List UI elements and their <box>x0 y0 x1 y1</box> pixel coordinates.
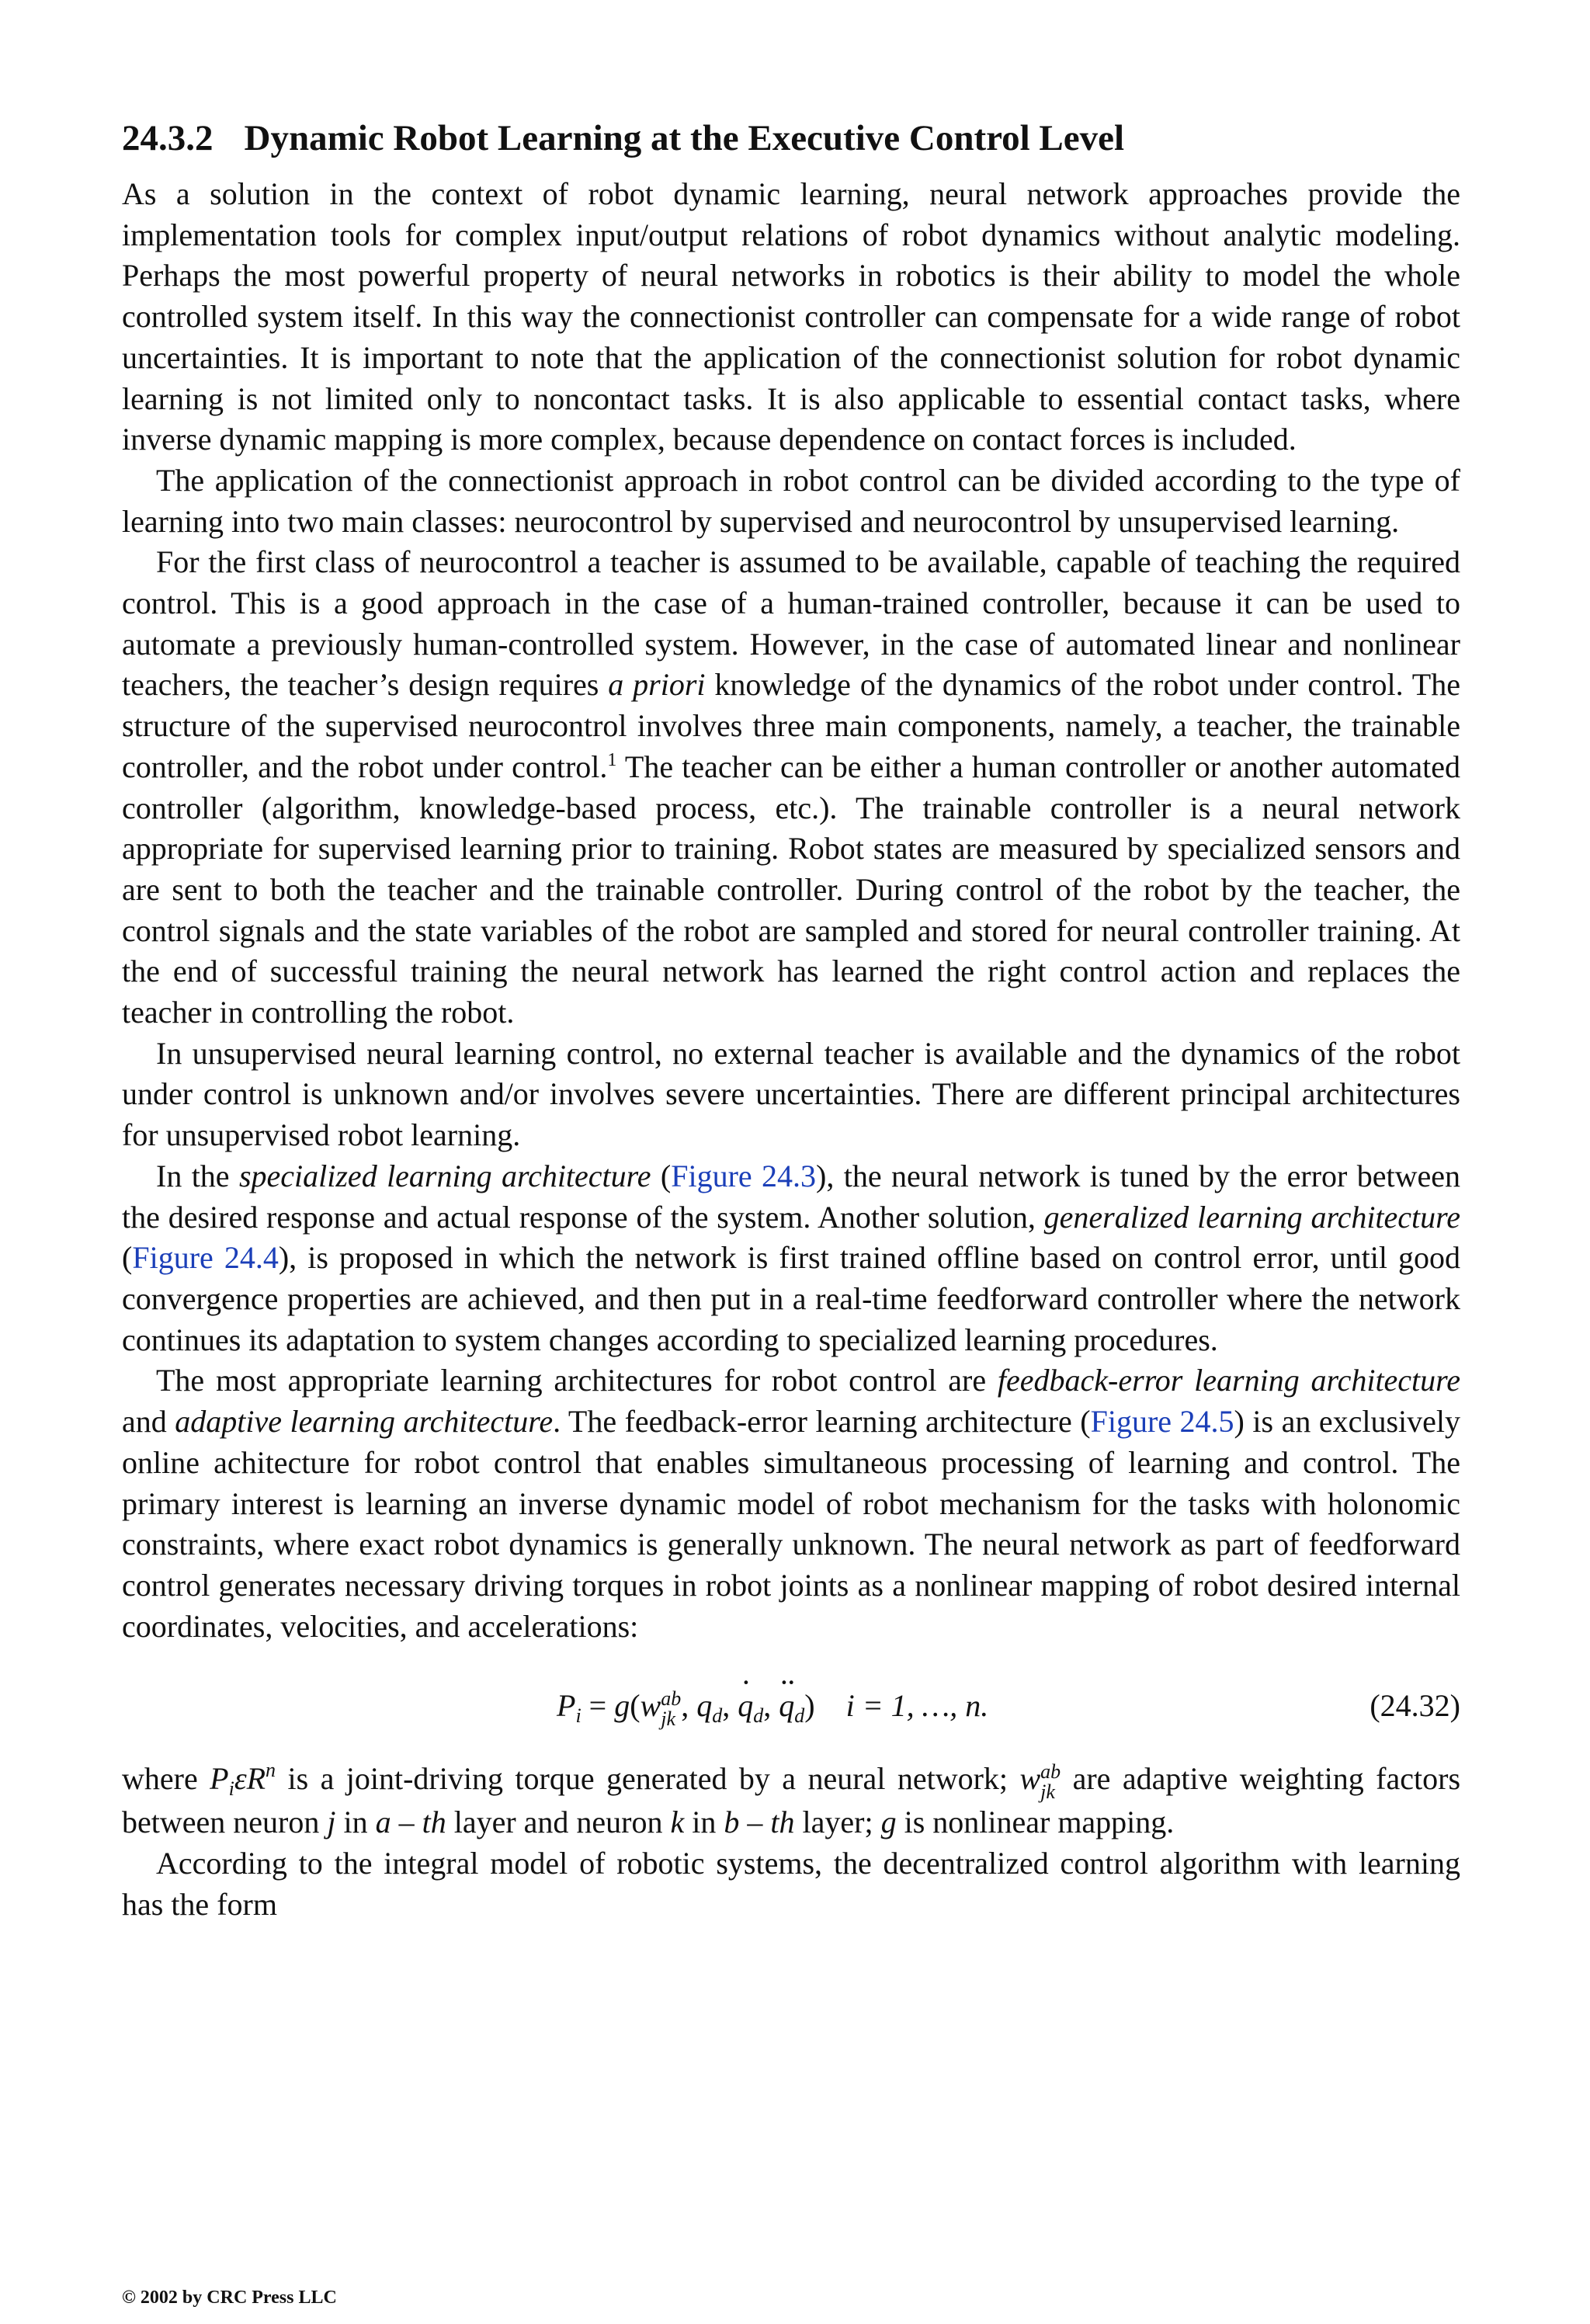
paragraph-6-text-a: The most appropriate learning architectures for robot control are <box>156 1363 998 1398</box>
equation-body: $P_i = g(w$ ab jk , $q_d$, · $q_d$, ·· $q_d$) i = 1, …, n. <box>557 1683 988 1729</box>
emphasis-generalized-learning: generalized learning architecture <box>1043 1199 1461 1235</box>
copyright-footer: © 2002 by CRC Press LLC <box>122 2288 337 2308</box>
paragraph-6 <box>122 1360 1460 1647</box>
emphasis-specialized-learning: specialized learning architecture <box>238 1158 651 1193</box>
figure-link-24-5[interactable]: Figure 24.5 <box>1090 1404 1234 1440</box>
paragraph-5-text-d: ( <box>122 1240 133 1276</box>
paragraph-1: As a solution in the context of robot dynamic learning, neural network approaches provide the implementation tools for complex input/output relations of robot dynamics without analytic modeling. Perhaps the most powerful property of neural networks in robotics is their ability to model the whole controlled system itself. In this way the connectionist controller can compensate for a wide range of robot uncertainties. It is important to note that the application of the connectionist solution for robot dynamic learning is not limited only to noncontact tasks. It is also applicable to essential contact tasks, where inverse dynamic mapping is more complex, because dependence on contact forces is included. <box>122 176 1460 457</box>
paragraph-5 <box>122 1156 1460 1361</box>
footnote-marker[interactable]: 1 <box>607 749 617 770</box>
emphasis-a-priori: a priori <box>608 667 706 703</box>
paragraph-3 <box>122 542 1460 1033</box>
math-P-i: $P_i\varepsilon R^n$ <box>210 1759 276 1801</box>
paragraph-2: The application of the connectionist approach in robot control can be divided according to the type of learning into two main classes: neurocontrol by supervised and neurocontrol by unsupervised learning. <box>122 462 1460 539</box>
paragraph-3-text-a: For the first class of neurocontrol a teacher is assumed to be available, capable of teaching the required control. This is a good approach in the case of a human-trained controller, because it can be used to automate a previously human-controlled system. However, in the case of automated linear and nonlinear teachers, the teacher’s design requires <box>122 544 1460 703</box>
emphasis-feedback-error: feedback-error learning architecture <box>997 1363 1461 1398</box>
figure-link-24-3[interactable]: Figure 24.3 <box>671 1158 817 1193</box>
paragraph-6-text-c: . The feedback-error learning architecture ( <box>553 1404 1091 1440</box>
paragraph-6-text-d: ) is an exclusively online achitecture for robot control that enables simultaneous processing of learning and control. The primary interest is learning an inverse dynamic model of robot mechanism for the tasks with holonomic constraints, where exact robot dynamics is generally unknown. The neural network as part of feedforward control generates necessary driving torques in robot joints as a nonlinear mapping of robot desired internal coordinates, velocities, and accelerations: <box>122 1404 1460 1644</box>
math-w-jk-ab: w ab jk <box>1019 1760 1061 1804</box>
paragraph-5-text-c: ), the neural network is tuned by the error between the desired response and actual response of the system. Another solution, <box>122 1158 1461 1235</box>
section-heading <box>122 116 1460 160</box>
section-title: Dynamic Robot Learning at the Executive Control Level <box>244 118 1125 158</box>
paragraph-3-text-b: knowledge of the dynamics of the robot under control. The structure of the supervised neurocontrol involves three main components, namely, a teacher, the trainable controller, and the robot under control. <box>122 667 1460 784</box>
emphasis-adaptive-learning: adaptive learning architecture <box>175 1404 554 1440</box>
paragraph-6-text-b: and <box>122 1404 175 1440</box>
document-page <box>122 116 1460 1925</box>
paragraph-5-text-a: In the <box>156 1158 239 1193</box>
paragraph-7: where $P_i\varepsilon R^n$ is a joint-driving torque generated by a neural network; w ab jk are adaptive weighting factors between neuron j in a – th layer and neuron k in b – th layer; g is nonlinear mapping. <box>122 1759 1461 1840</box>
paragraph-5-text-e: ), is proposed in which the network is first trained offline based on control error, until good convergence properties are achieved, and then put in a real-time feedforward controller where the network continues its adaptation to system changes according to specialized learning procedures. <box>122 1240 1461 1357</box>
paragraph-5-text-b: ( <box>651 1158 672 1193</box>
paragraph-3-text-c: The teacher can be either a human controller or another automated controller (algorithm, knowledge-based process, etc.). The trainable controller is a neural network appropriate for supervised learning prior to training. Robot states are measured by specialized sensors and are sent to both the teacher and the trainable controller. During control of the robot by the teacher, the control signals and the state variables of the robot are sampled and stored for neural controller training. At the end of successful training the neural network has learned the right control action and replaces the teacher in controlling the robot. <box>122 749 1460 1030</box>
paragraph-8: According to the integral model of robotic systems, the decentralized control algorithm with learning has the form <box>122 1845 1460 1922</box>
paragraph-4: In unsupervised neural learning control, no external teacher is available and the dynamics of the robot under control is unknown and/or involves severe uncertainties. There are different principal architectures for unsupervised robot learning. <box>122 1035 1460 1153</box>
equation-number: (24.32) <box>1370 1688 1460 1724</box>
section-number: 24.3.2 <box>122 118 214 158</box>
equation-24-32 <box>122 1683 1460 1729</box>
figure-link-24-4[interactable]: Figure 24.4 <box>132 1240 279 1276</box>
